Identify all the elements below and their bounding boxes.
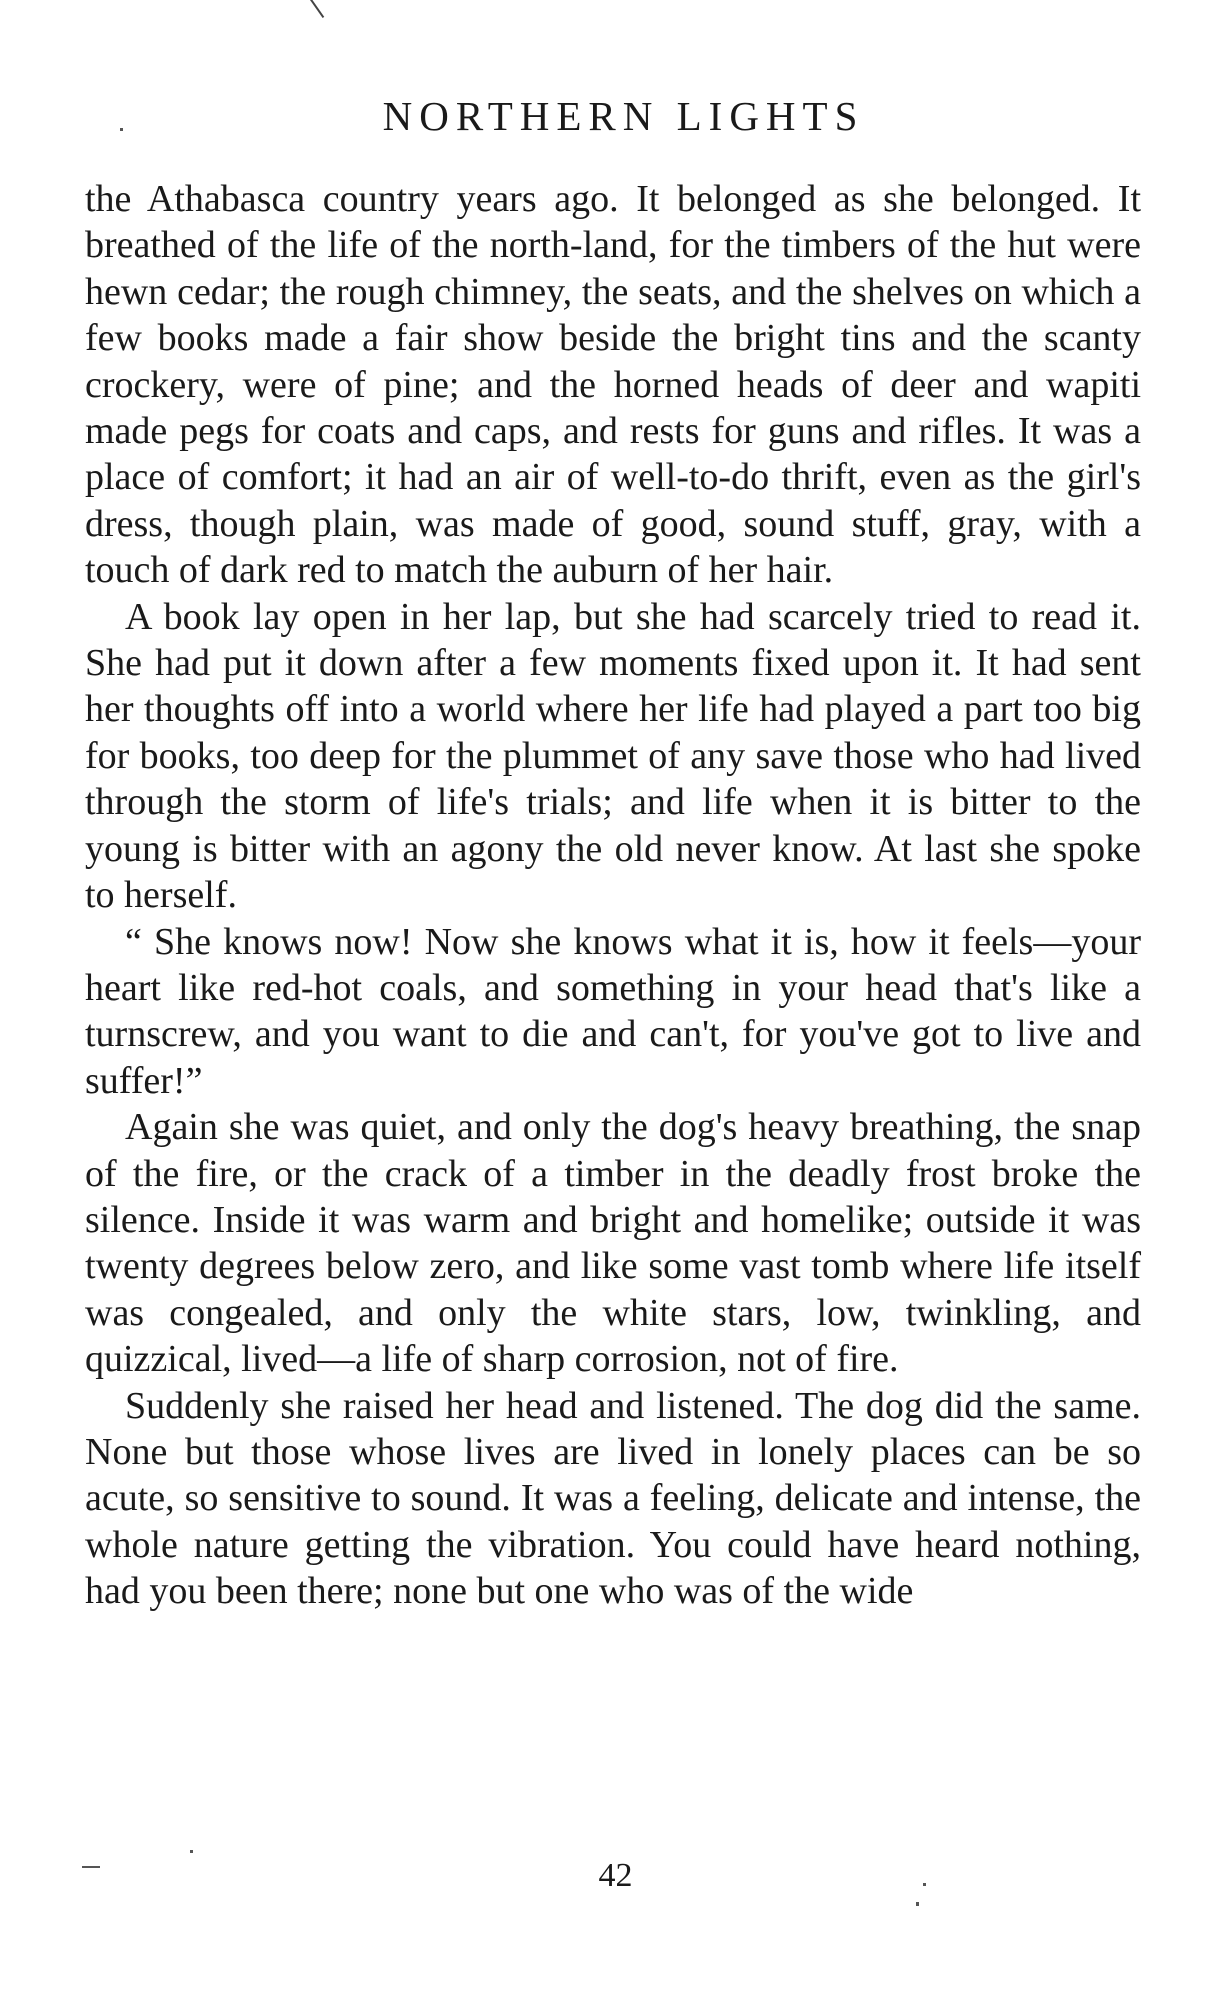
- paragraph-2: A book lay open in her lap, but she had scarcely tried to read it. She had put it down after a few moments fixed upon it. It had sent her thoughts off into a world where her life had played a part too big for books, too deep for the plummet of any save those who had lived through the storm of life's trials; and life when it is bitter to the young is bitter with an agony the old never know. At last she spoke to herself.: [85, 595, 1141, 917]
- paragraph-4: Again she was quiet, and only the dog's heavy breathing, the snap of the fire, or the crack of a timber in the deadly frost broke the silence. Inside it was warm and bright and homelike; outside it was twenty degrees below zero, and like some vast tomb where life itself was congealed, and only the white stars, low, twinkling, and quizzical, lived—a life of sharp corrosion, not of fire.: [85, 1106, 1141, 1381]
- paragraph-3: “ She knows now! Now she knows what it is, how it feels—your heart like red-hot coals, and something in your head that's like a turnscrew, and you want to die and can't, for you've got to live and suffer!”: [85, 920, 1141, 1102]
- print-mark: [310, 0, 324, 18]
- print-speck: [120, 128, 123, 131]
- page-number: 42: [598, 1857, 633, 1894]
- paragraph-1: the Athabasca country years ago. It belonged as she belonged. It breathed of the life of the north-land, for the timbers of the hut were hewn cedar; the rough chimney, the seats, and the shelves on which a few books made a fair show beside the bright tins and the scanty crockery, were of pine; and the horned heads of deer and wapiti made pegs for coats and caps, and rests for guns and rifles. It was a place of comfort; it had an air of well-to-do thrift, even as the girl's dress, though plain, was made of good, sound stuff, gray, with a touch of dark red to match the auburn of her hair.: [85, 178, 1141, 592]
- print-speck: [923, 1883, 926, 1886]
- body-text: [85, 176, 1141, 1615]
- print-speck: [190, 1850, 193, 1853]
- print-speck: [82, 1866, 100, 1868]
- print-speck: [916, 1902, 919, 1906]
- running-head: NORTHERN LIGHTS: [382, 93, 865, 139]
- paragraph-5: Suddenly she raised her head and listened. The dog did the same. None but those whose lives are lived in lonely places can be so acute, so sensitive to sound. It was a feeling, delicate and intense, the whole nature getting the vibration. You could have heard nothing, had you been there; none but one who was of the wide: [85, 1384, 1141, 1613]
